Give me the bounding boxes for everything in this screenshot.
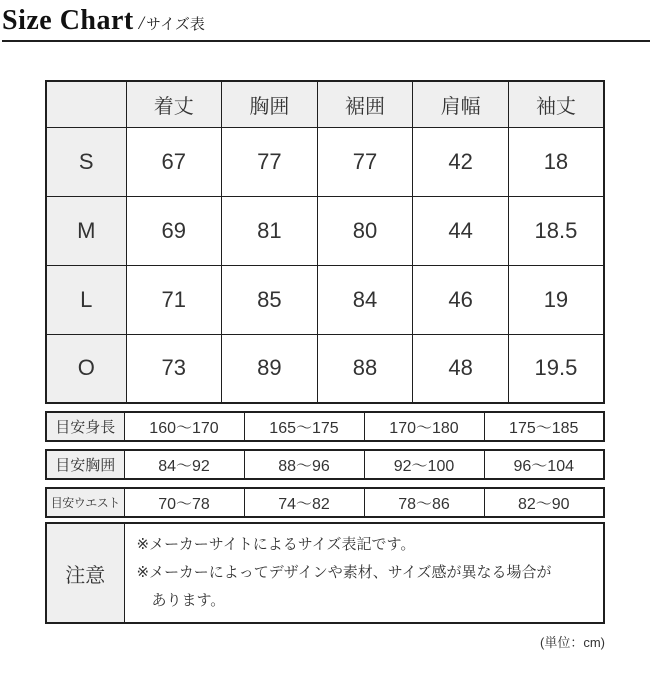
reference-waist-row [46,488,604,517]
size-label: L [46,265,126,334]
measurement-cell: 77 [222,127,318,196]
size-measurements-table [45,80,605,404]
measurements-header-row [46,81,604,127]
size-row-m [46,196,604,265]
col-header-body-length: 着丈 [126,81,222,127]
measurement-cell: 44 [413,196,509,265]
measurement-cell: 88 [317,334,413,403]
notice-line: ※メーカーによってデザインや素材、サイズ感が異なる場合が [136,564,552,581]
col-header-chest: 胸囲 [222,81,318,127]
measurement-cell: 42 [413,127,509,196]
measurement-cell: 46 [413,265,509,334]
notice-body [124,523,604,623]
size-label: M [46,196,126,265]
measurement-cell: 18 [508,127,604,196]
measurement-cell: 19 [508,265,604,334]
reference-chest-table [45,449,605,480]
measurement-cell: 19.5 [508,334,604,403]
measurement-cell: 84 [317,265,413,334]
notice-line: ※メーカーサイトによるサイズ表記です。 [136,536,416,553]
range-cell: 170〜180 [364,412,484,441]
size-chart-content [45,80,605,624]
size-row-l [46,265,604,334]
measurement-cell: 48 [413,334,509,403]
range-cell: 92〜100 [364,450,484,479]
unit-note: (単位：cm) [540,635,605,650]
size-row-o [46,334,604,403]
range-cell: 160〜170 [124,412,244,441]
corner-cell [46,81,126,127]
page-header [0,0,650,42]
size-row-s [46,127,604,196]
title-english: Size Chart [2,5,134,36]
measurement-cell: 69 [126,196,222,265]
col-header-shoulder: 肩幅 [413,81,509,127]
reference-height-label: 目安身長 [46,412,124,441]
measurement-cell: 67 [126,127,222,196]
reference-waist-table [45,487,605,518]
measurement-cell: 81 [222,196,318,265]
measurement-cell: 18.5 [508,196,604,265]
reference-height-row [46,412,604,441]
notice-label: 注意 [46,523,124,623]
range-cell: 165〜175 [244,412,364,441]
notice-line: あります。 [136,592,226,609]
range-cell: 82〜90 [484,488,604,517]
measurement-cell: 80 [317,196,413,265]
notice-row [46,523,604,623]
measurement-cell: 71 [126,265,222,334]
size-label: S [46,127,126,196]
title-separator: / [138,13,145,34]
col-header-hem: 裾囲 [317,81,413,127]
range-cell: 84〜92 [124,450,244,479]
range-cell: 70〜78 [124,488,244,517]
range-cell: 88〜96 [244,450,364,479]
measurement-cell: 89 [222,334,318,403]
measurement-cell: 85 [222,265,318,334]
reference-chest-row [46,450,604,479]
range-cell: 96〜104 [484,450,604,479]
size-label: O [46,334,126,403]
col-header-sleeve: 袖丈 [508,81,604,127]
range-cell: 175〜185 [484,412,604,441]
title-divider [2,40,650,42]
title-japanese: サイズ表 [146,16,205,33]
measurement-cell: 77 [317,127,413,196]
range-cell: 78〜86 [364,488,484,517]
reference-chest-label: 目安胸囲 [46,450,124,479]
reference-waist-label: 目安ウエスト [46,488,124,517]
range-cell: 74〜82 [244,488,364,517]
reference-height-table [45,411,605,442]
page-title [2,5,650,38]
measurement-cell: 73 [126,334,222,403]
notice-table [45,522,605,624]
